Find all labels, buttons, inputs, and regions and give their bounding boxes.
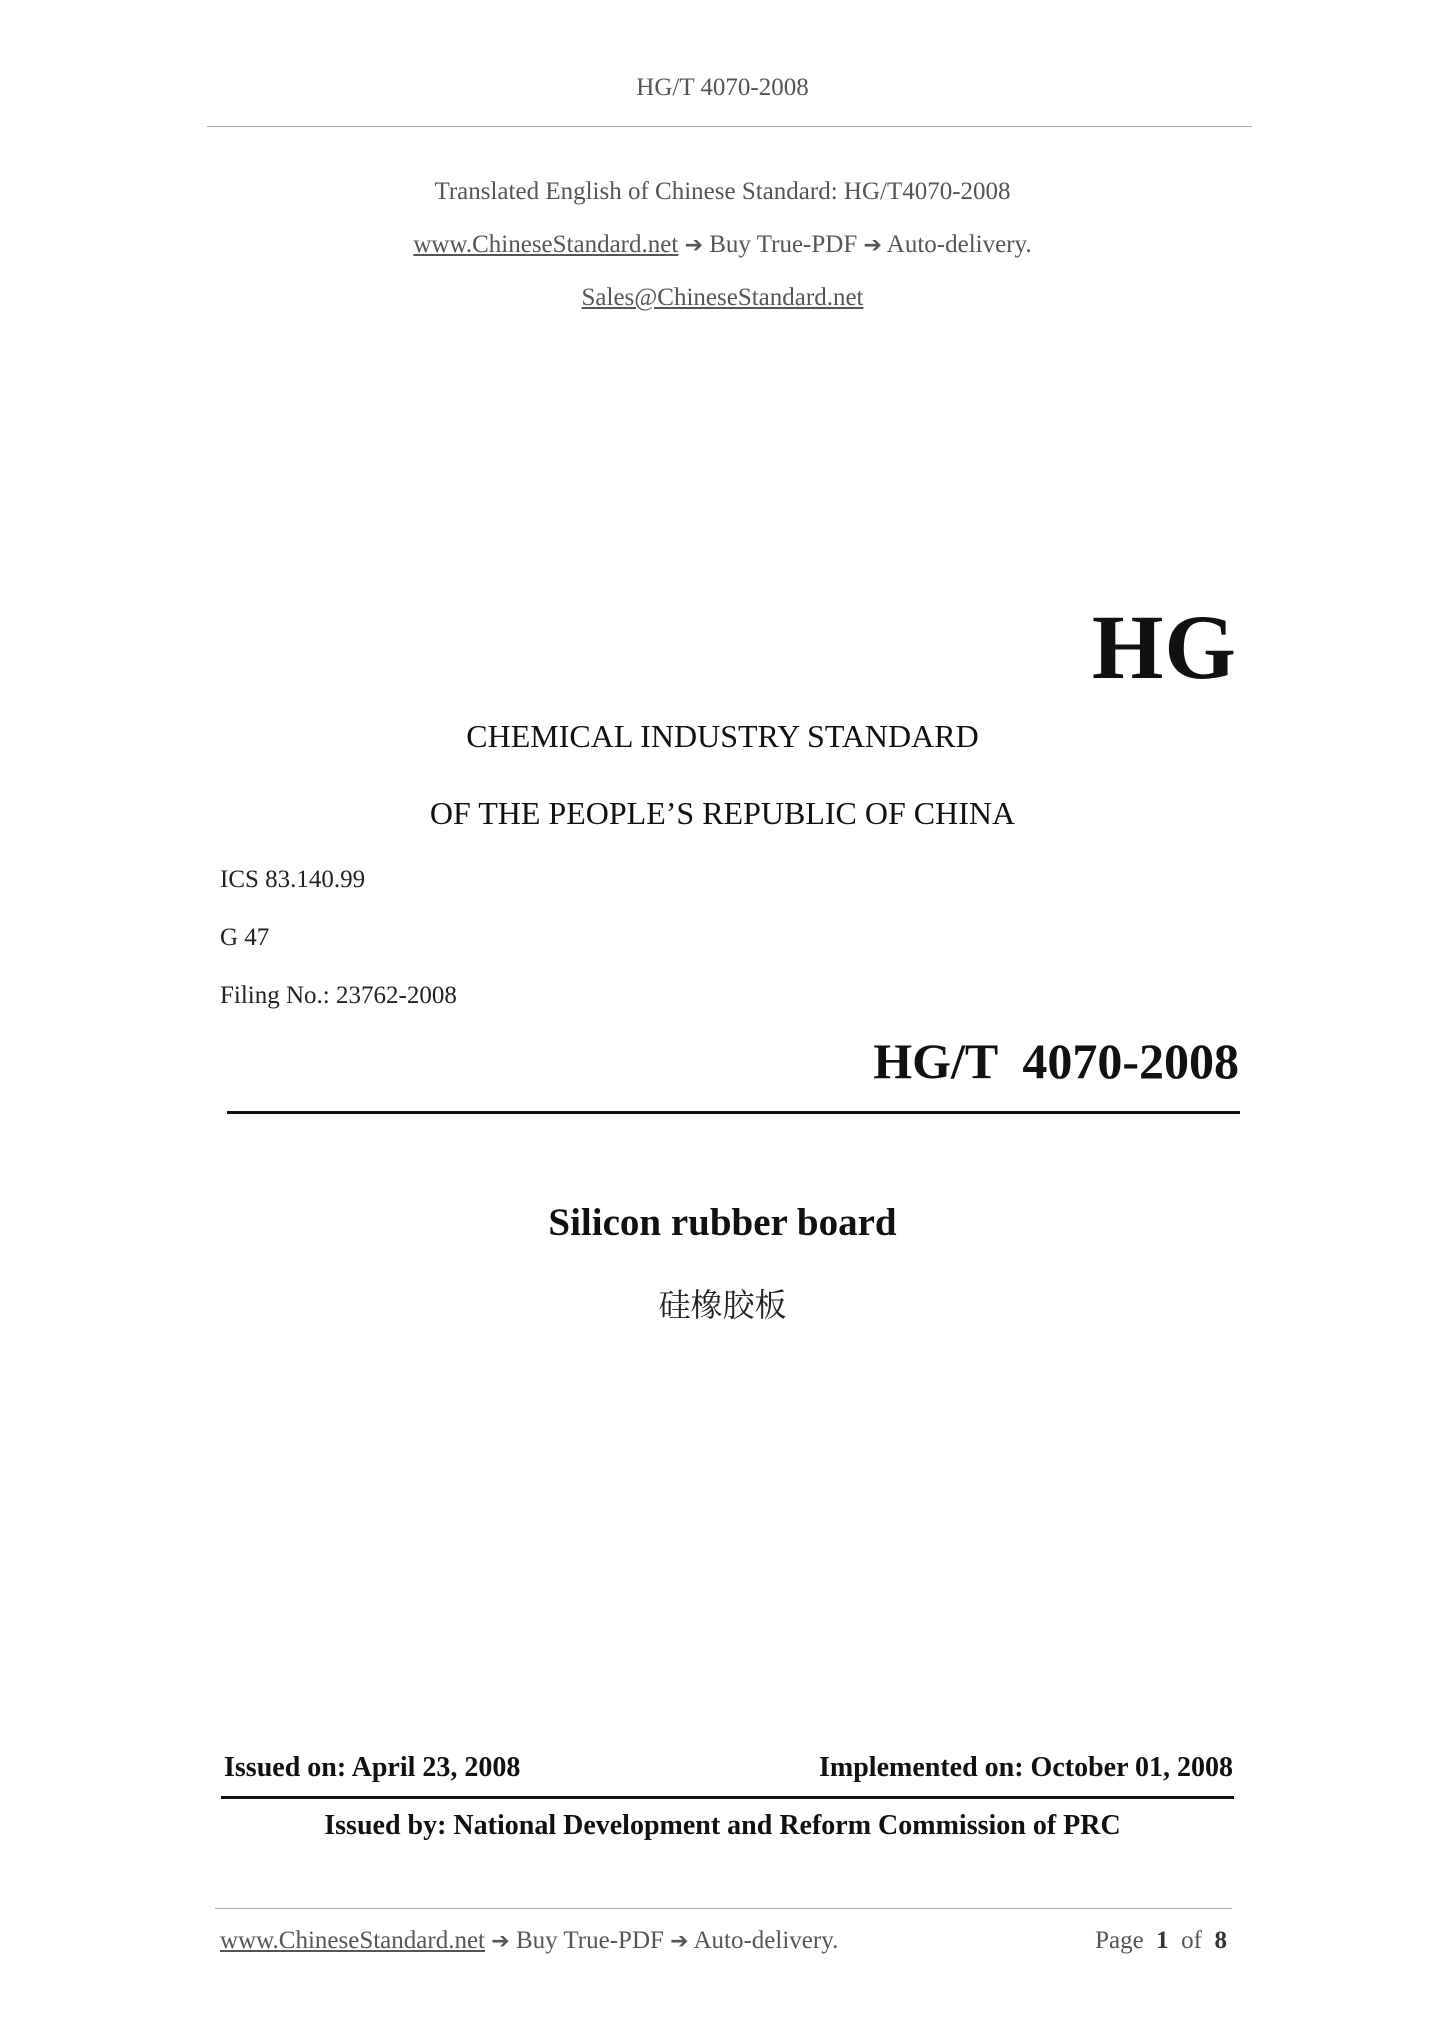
footer-divider bbox=[215, 1908, 1232, 1909]
implemented-on-date: Implemented on: October 01, 2008 bbox=[819, 1752, 1233, 1783]
buy-text: Buy True-PDF bbox=[709, 231, 858, 258]
page-indicator bbox=[1095, 1927, 1227, 1955]
running-header: HG/T 4070-2008 bbox=[636, 74, 809, 101]
arrow-right-icon: ➔ bbox=[491, 1929, 510, 1954]
arrow-right-icon: ➔ bbox=[684, 233, 703, 258]
promo-purchase-line bbox=[0, 231, 1445, 259]
site-link[interactable]: www.ChineseStandard.net bbox=[413, 231, 679, 258]
standard-title-line1: CHEMICAL INDUSTRY STANDARD bbox=[466, 718, 979, 754]
standard-number-rule bbox=[227, 1111, 1240, 1114]
page-total: 8 bbox=[1214, 1927, 1227, 1954]
email-link[interactable]: Sales@ChineseStandard.net bbox=[581, 284, 864, 311]
ics-code: ICS 83.140.99 bbox=[220, 866, 366, 893]
header-divider bbox=[207, 126, 1252, 127]
page-current: 1 bbox=[1156, 1927, 1169, 1954]
document-subtitle-chinese: 硅橡胶板 bbox=[658, 1286, 787, 1324]
standard-number: HG/T 4070-2008 bbox=[873, 1033, 1239, 1089]
issued-on-date: Issued on: April 23, 2008 bbox=[224, 1752, 521, 1783]
footer-site-link[interactable]: www.ChineseStandard.net bbox=[220, 1927, 485, 1954]
email-line bbox=[0, 284, 1445, 312]
translated-notice: Translated English of Chinese Standard: HG/T4070-2008 bbox=[434, 178, 1011, 205]
footer-buy-text: Buy True-PDF bbox=[515, 1927, 664, 1954]
arrow-right-icon: ➔ bbox=[670, 1929, 689, 1954]
document-title: Silicon rubber board bbox=[548, 1201, 897, 1244]
issued-rule bbox=[221, 1796, 1234, 1799]
footer-delivery-text: Auto-delivery. bbox=[693, 1927, 839, 1954]
filing-number: Filing No.: 23762-2008 bbox=[220, 982, 457, 1009]
footer-promo bbox=[220, 1927, 838, 1955]
page-label: Page bbox=[1095, 1927, 1144, 1954]
arrow-right-icon: ➔ bbox=[863, 233, 882, 258]
classification-code: G 47 bbox=[220, 924, 270, 951]
standard-title-line2: OF THE PEOPLE’S REPUBLIC OF CHINA bbox=[429, 795, 1016, 831]
hg-logo: HG bbox=[1091, 596, 1237, 698]
issued-by: Issued by: National Development and Reform Commission of PRC bbox=[324, 1810, 1121, 1841]
delivery-text: Auto-delivery. bbox=[886, 231, 1032, 258]
page-of: of bbox=[1181, 1927, 1202, 1954]
